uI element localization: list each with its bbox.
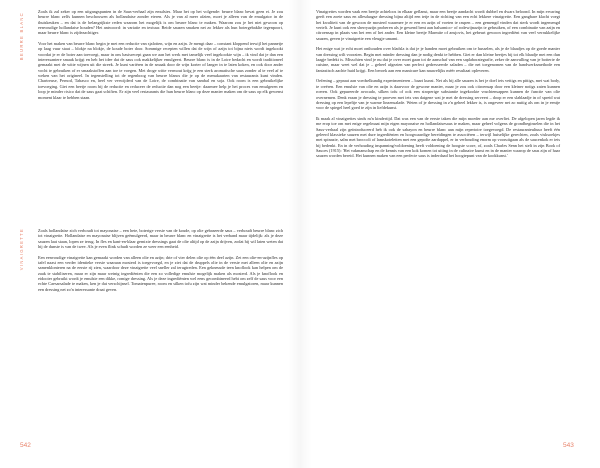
right-body-text: [316, 9, 560, 159]
side-label-vinaigrette: VINAIGRETTE: [19, 228, 24, 271]
side-label-beurre-blanc: BEURRE BLANC: [19, 12, 24, 61]
left-body-text: [38, 9, 283, 100]
paragraph: Het enige wat je echt moet onthouden over bladsla is dat je je handen moet gebruiken om te husselen, als je de blaadjes op de goede manier van dressing wilt voorzien. Begin met minder dressing dan je nodig denkt te hebben. Giet er dan kleine beetjes bij tot elk blaadje met een dun laagje bedekt is. Misschien vind je nu dat je over moet gaan tot de aanschaf van een saplaborategrafie, zeker de aanvulling van je botterie de cuisine, maar weet wel dat je – geheel afgezien van perfect gedresseerde saladen – die net toegenomen van de handwerksmethode een fantastisch aachte huid krijgt. Een beroek aan een manicure kan nauwelijks méér resultaat opleveren.: [316, 46, 560, 73]
page-number-right: 543: [563, 442, 574, 449]
paragraph: Zoals ik zal zeker op een uitgangspunten in de Saus-verhaal zijn emulsies. Maar het op het volgende: beurre blanc bevat geen ei. Je zou beurre blanc zelfs kunnen beschouwen als hollandaise zonder eieren. Als je van al meer afzien, moet je alleen van de emulgator in de thuiskeuken – en dat is de belangrijkste reden waarom het mogelijk is om beurre blanc te maken. Waarom zou je het niet gewoon op eenvoudige hollandaise houden? Het antwoord: in variatie en textuur. Beide sauzen smaken net zo lekker als hun botergebaklte tegenpoort, maar beurre blanc is zijdezachtiger.: [38, 9, 283, 36]
paragraph: Oefening – gepraat aan voedselkundig experimenteren – baart kunst. Net als bij alle sauzen is het je doel iets vettigs en pittigs, met wat body, te creëren. Een emulsie van olie en azijn is daarvoor de gewone manier, maar je zou ook citroensap door een kleiner notigs zaten kunnen roeren. Ook gepureerde avocado, silken tofu of ook een stroperige substantie ingekookte vruchtensappen kunnen de functie van olie overnemen. Denk eraan je dressing te proeven met iets van datgene wat je met de dressing serveert – doop er een slablaadje in of spreid wat dressing op een lepeltje van je warme linzensalade. Weten of je dressing in z'n geheel lekker is, is ongeveer net zo nuttig als om in je eentje voor de spiegel heel goed te zijn in liefdekunst.: [316, 78, 560, 111]
page-number-left: 542: [20, 442, 31, 449]
paragraph: Een eenvoudige vinaigrette kan gemaakt worden van alleen olie en azijn; drie of vier delen olie op één deel azijn. Zet een olie-en-azijnfles op tafel naast een verder identieke versie waaraan mosterd is toegevoegd, en je ziet dat de druppels olie in de versie met alleen olie en azijn samenklonteren na de eerste rij zien, waardoor deze vinaigrette veel sneller zal terugtreden. Een gekneusde teen knoflook kan helpen om de zaak te stabiliseren, maar er zijn maar weinig ingrediënten die een zo volledige emulsie mogelijk maken als mosterd. Als je knoflook en eidooier gebruikt wordt je emulsie een dikke, romige dressing. Als je deze ingrediënten wel eens gecombineerd hebt om zelf de saus voor een echte Caesarsalade te maken, ken je dat verschijnsel. Tomatenpuree, room en silken tofu zijn wat minder bekende emulgatoren, maar kunnen een dressing net zo'n interessante draai geven.: [38, 254, 283, 292]
paragraph: Zoals hollandaise zich verhoudt tot mayonaise – een hete, boterige versie van de koude, op olie gebaseerde saus – verhoudt beurre blanc zich tot vinaigrette. Hollandaise en mayonaise blijven geëmulgeerd, maar in beurre blanc en vinaigrette is het verband maar tijdelijk: als je deze sauzen laat staan, lopen ze terug. In fles en kant-en-klaar gemixte dressings gaat de olie altijd op de azijn drijven, zodat hij wil laten weten dat hij de dunste is van de twee. Als je even flink schudt worden ze weer een eenheid.: [38, 228, 283, 250]
paragraph: Vinaigrettes worden vaak een beetje achteloos in elkaar geflanst, maar een beetje aandacht wordt dubbel en dwars beloond. In mijn ervaring geeft een zoete saus en allesdaagse dressing bijna altijd een tetje in de richting van een echt lekkere vinaigrette. Een gangbare klacht voegt het kwaliteit van de gewoon de mosterd waarmee je er een en azijn of voeten te raspen – een gemengd vinden dat sterk wordt ingemengd vertelt. Je kunt ook een sherryazijn proberen als je gewend bent aan balsamico- of rodewijnazijn te gebruiken, of een combinatie van azijn en citroensap in plaats van het een of het ander. Een kleine beetje Marmite of ansjovis, het gebeurt gewoon ingrediënt van veel verrukkelijke sauzen, geven je vinaigrette een vleugje umami.: [316, 9, 560, 41]
paragraph: Ik maak al vinaigrettes sinds m'n kindertijd. Dat was een van de eerste taken die mijn moeder aan me overliet. De afgelopen jaren legde ik me erop toe om met enige regelmaat mijn eigen mayonaise en hollandaisesaus te maken, maar geheel volgens de grondbeginselen die in het Saus-verhaal zijn geïntroduceerd heb ik ook de sabayon en beurre blanc aan mijn repertoire toegevoegd. De restauranteultuur heeft één geleerd klassieke sauzen met dure ingrediënten en hoogwaardige bereidingen te associëren – terwijl huiselijke gerechten, zoals visksoekjes met spinazie, salm met broccoli of lamskoteletten met een gepofte aardappel, er in verhouding enorm op vooruitgaan als de saucenkok er iets bij bedenkt. En in de verhouding inspanning/voldoening heeft voldoening de hoogste score, of, zoals Charles Senn het stelt in zijn Book of Sauces (1915): 'Het vakmanschap en de kennis van een kok komen tot uiting in de culinaire kunst en in de manier waarop de saus zijn of haar sauzen worden bereid. Het kunnen maken van een perfecte saus is inderdaad het hoogtepunt van de kookkunst.': [316, 115, 560, 159]
paragraph: Voor het maken van beurre blanc begin je met een reductie van sjalotten, wijn en azijn. Je mengt daar – constant kloppend terwijl het pannetje op laag vuur staat – blokje na blokje, de koude boter door. Sommige recepten willen dat de wijn of azijn tot bijna niets wordt ingekookt voordat je er de boter aan toevoegt, maar in ons basisrecept gaan we aan het werk met tamelijk veel ingekookte wijn – ik vind dat je dan een interessantere smaak krijgt en heb het idee dat de saus ook makkelijker emulgeert. Beurre blanc is in de Loire bedacht en wordt traditioneel gemaakt met de witte wijnen uit die streek. Je kunt variëren in de smaak door de wijn korter of langer in te laten koken, en ook door ander vocht te gebruiken of er smaakstoffen aan toe te voegen. Met droge witte vermout krijg je een sterk aromatische saus zonder al te veel af te weken van het origineel. In tegenstelling tot de regenboog van beurre blancs die je op de menukaarten van restaurants kunt vinden. Chartreuse, Pernod, Tabasco en, heel ver verwijderd van de Loire, de combinatie van sambal en soja. Ook room is een gebruikelijke toevoeging. Giet een beetje room bij de reductie en reduceer de reductie dan nog een beetje: daarmee help je het proces van emulgeren en loop je minder risico dat de saus gaat schiften. Er zijn veel restaurants die hun beurre blanc op deze manier maken om de saus op elk gewenst moment klaar te hebben staan.: [38, 41, 283, 100]
left-body-text-lower: [38, 228, 283, 292]
